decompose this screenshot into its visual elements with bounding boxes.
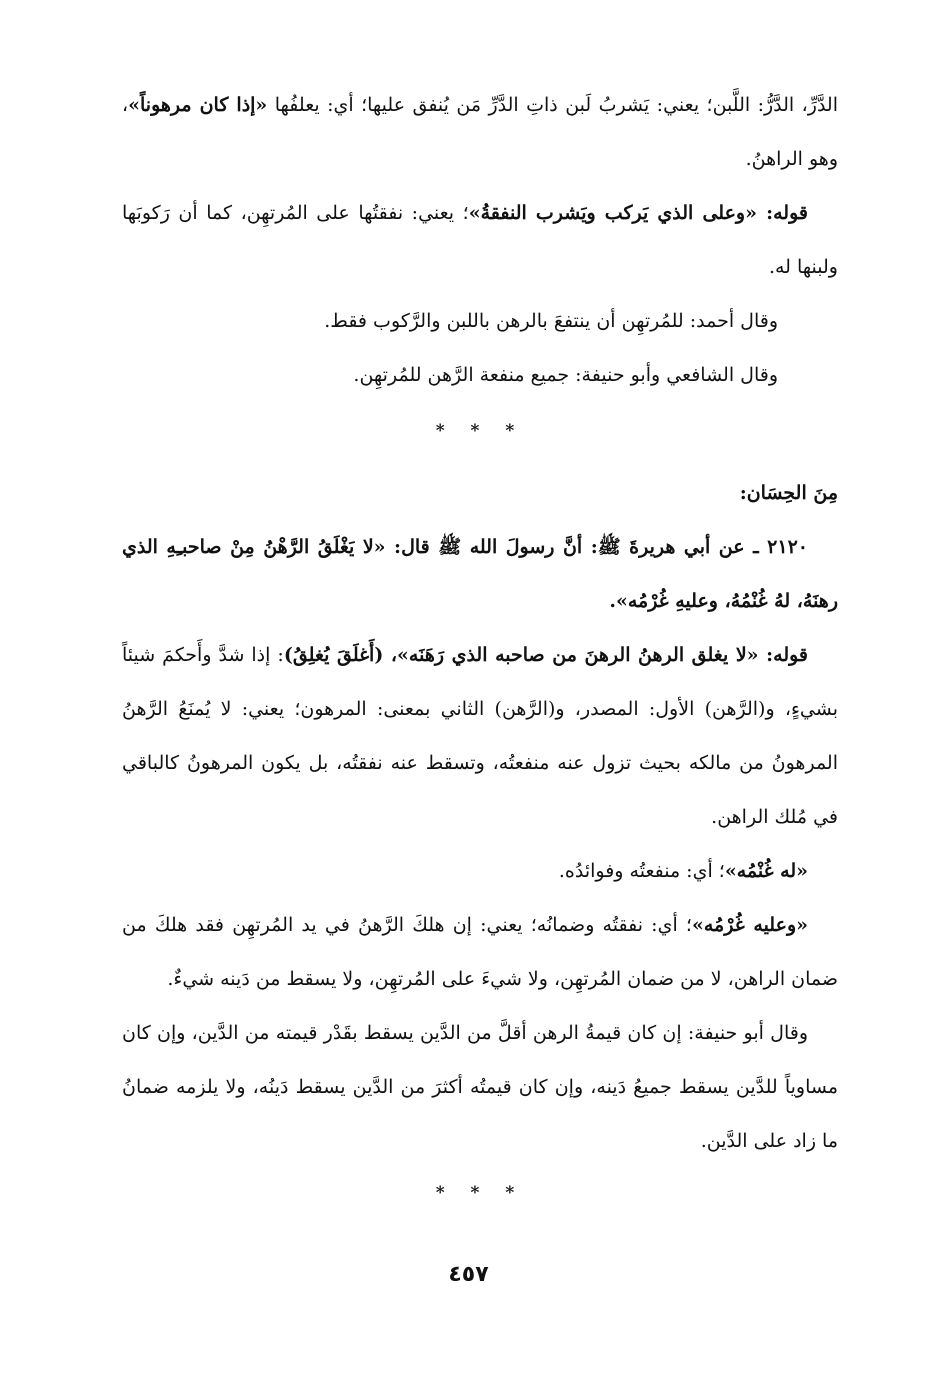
paragraph-8-text: ؛ أي: نفقتُه وضمانُه؛ يعني: إن هلكَ الرَّهنُ في يد المُرتهِن فقد هلكَ من ضمان الراهن، لا من ضمان المُرتهِن، ولا شيءَ على المُرتهِن، ولا يسقط من دَينه شيءٌ.	[122, 914, 838, 990]
paragraph-9: وقال أبو حنيفة: إن كان قيمةُ الرهن أقلَّ من الدَّين يسقط بقَدْر قيمته من الدَّين، وإن كان مساوياً للدَّين يسقط جميعُ دَينه، وإن كان قيمتُه أكثرَ من الدَّين يسقط دَينُه، ولا يلزمه ضمانُ ما زاد على الدَّين.	[122, 1022, 838, 1152]
paragraph-2-text: ؛ يعني: نفقتُها على المُرتهِن، كما أن رَكوبَها ولبنها له.	[122, 202, 838, 278]
page-number: ٤٥٧	[448, 1262, 489, 1287]
end-separator: * * *	[435, 1183, 525, 1203]
paragraph-8-quote: «وعليه غُرْمُه»	[691, 914, 808, 936]
section-separator: * * *	[435, 421, 525, 441]
paragraph-1-tail: ، وهو الراهنُ.	[122, 94, 838, 170]
paragraph-4: وقال الشافعي وأبو حنيفة: جميع منفعة الرَّهن للمُرتهِن.	[353, 364, 778, 386]
paragraph-1-quote: «إذا كان مرهوناً»	[128, 94, 268, 116]
paragraph-6-text: : إذا شدَّ وأَحكمَ شيئاً بشيءٍ، و(الرَّهن) الأول: المصدر، و(الرَّهن) الثاني بمعنى: المرهون؛ يعني: لا يُمنَعُ الرَّهنُ المرهونُ من مالكه بحيث تزول عنه منفعتُه، وتسقط عنه نفقتُه، بل يكون المرهونُ كالباقي في مُلك الراهن.	[122, 644, 838, 828]
paragraph-8	[122, 898, 838, 1006]
paragraph-7	[122, 844, 838, 898]
hadith-2120	[122, 520, 838, 628]
paragraph-2-quote: قوله: «وعلى الذي يَركب ويَشرب النفقةُ»	[468, 202, 808, 224]
paragraph-1-text: الدَّرِّ، الدَّرُّ: اللَّبن؛ يعني: يَشربُ لَبن ذاتِ الدَّرِّ مَن يُنفق عليها؛ أي: يعلفُها	[267, 94, 838, 116]
paragraph-6-quote: قوله: «لا يغلق الرهنُ الرهنَ من صاحبه الذي رَهَنَه»، (أَغلَقَ يُغلِقُ)	[283, 644, 809, 666]
paragraph-7-text: ؛ أي: منفعتُه وفوائدُه.	[558, 860, 725, 882]
paragraph-6	[122, 628, 838, 844]
paragraph-1	[122, 78, 838, 186]
paragraph-3: وقال أحمد: للمُرتهِن أن ينتفعَ بالرهن باللبن والرَّكوب فقط.	[324, 310, 778, 332]
hadith-2120-text: ٢١٢٠ ـ عن أبي هريرةَ ﷺ: أنَّ رسولَ الله ﷺ قال: «لا يَغْلَقُ الرَّهْنُ مِنْ صاحبـِهِ الذي رهنَهُ، لهُ غُنْمُهُ، وعليهِ غُرْمُه».	[122, 536, 838, 612]
paragraph-7-quote: «له غُنْمُه»	[724, 860, 808, 882]
paragraph-2	[122, 186, 838, 294]
page-body	[122, 78, 838, 1168]
section-heading: مِنَ الحِسَان:	[739, 482, 838, 504]
